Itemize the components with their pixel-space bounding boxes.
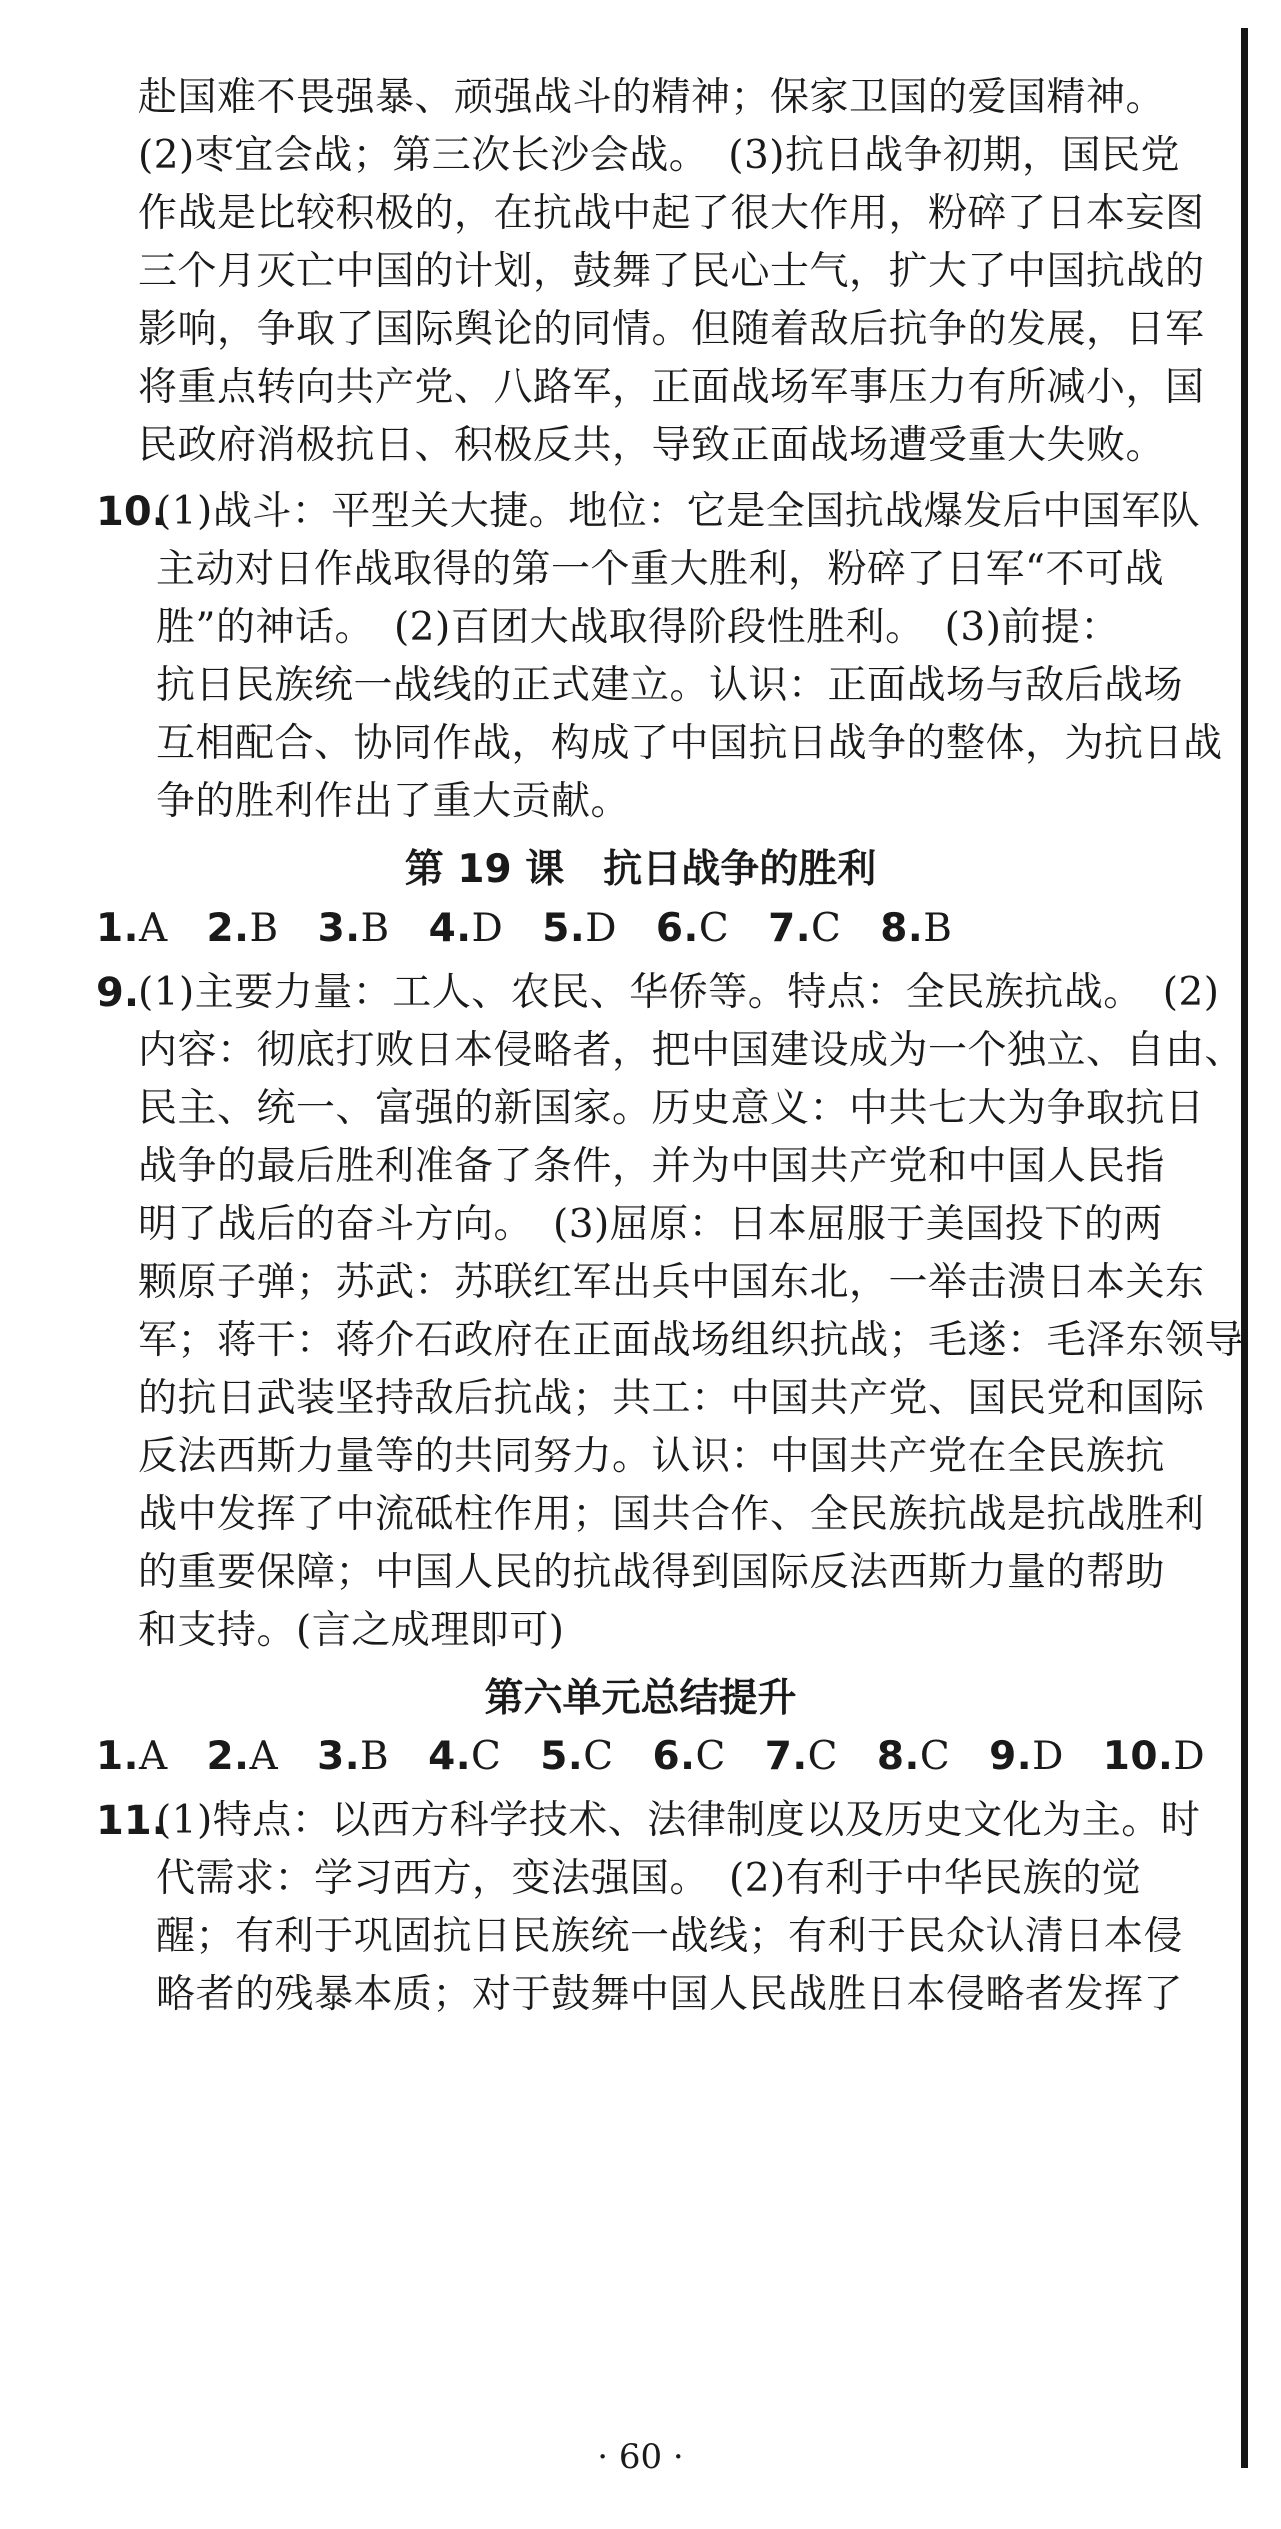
text-line: (1)战斗：平型关大捷。地位：它是全国抗战爆发后中国军队 — [156, 489, 1201, 534]
text-line: 民政府消极抗日、积极反共，导致正面战场遭受重大失败。 — [138, 423, 1166, 468]
text-line: 醒；有利于巩固抗日民族统一战线；有利于民众认清日本侵 — [156, 1914, 1184, 1959]
answer-choice: C — [811, 906, 842, 951]
text-line: 军；蒋干：蒋介石政府在正面战场组织抗战；毛遂：毛泽东领导 — [138, 1318, 1245, 1363]
answer-choice: A — [249, 1734, 279, 1779]
answer-number: 3. — [317, 906, 361, 951]
answer-number: 3. — [317, 1734, 361, 1779]
text-line: 将重点转向共产党、八路军，正面战场军事压力有所减小，国 — [138, 365, 1205, 410]
text-line: 主动对日作战取得的第一个重大胜利，粉碎了日军“不可战 — [156, 547, 1164, 592]
answer-choice: C — [471, 1734, 502, 1779]
text-line: 作战是比较积极的，在抗战中起了很大作用，粉碎了日本妄图 — [138, 191, 1205, 236]
answer-choice: C — [698, 906, 730, 951]
text-line: 影响，争取了国际舆论的同情。但随着敌后抗争的发展，日军 — [138, 307, 1205, 352]
text-line: (1)主要力量：工人、农民、华侨等。特点：全民族抗战。 (2) — [138, 970, 1220, 1015]
answer-number: 10. — [1102, 1734, 1174, 1779]
text-line: 战中发挥了中流砥柱作用；国共合作、全民族抗战是抗战胜利 — [138, 1492, 1205, 1537]
answer-number: 4. — [428, 906, 472, 951]
answer-choice: B — [360, 906, 390, 951]
answer-number: 5. — [540, 1734, 584, 1779]
text-line: 胜”的神话。 (2)百团大战取得阶段性胜利。 (3)前提： — [156, 605, 1120, 650]
question-number: 10. — [96, 489, 167, 535]
right-margin-rule — [1241, 28, 1248, 2468]
text-line: 的重要保障；中国人民的抗战得到国际反法西斯力量的帮助 — [138, 1550, 1166, 1595]
answer-number: 6. — [652, 1734, 696, 1779]
answer-number: 1. — [96, 1734, 139, 1779]
text-line: 战争的最后胜利准备了条件，并为中国共产党和中国人民指 — [138, 1144, 1166, 1189]
text-line: 的抗日武装坚持敌后抗战；共工：中国共产党、国民党和国际 — [138, 1376, 1205, 1421]
answer-choice: D — [585, 906, 617, 951]
answer-number: 4. — [428, 1734, 472, 1779]
text-line: 略者的残暴本质；对于鼓舞中国人民战胜日本侵略者发挥了 — [156, 1972, 1184, 2017]
text-line: 抗日民族统一战线的正式建立。认识：正面战场与敌后战场 — [156, 663, 1184, 708]
answer-number: 8. — [876, 1734, 920, 1779]
answer-number: 9. — [989, 1734, 1033, 1779]
text-line: 代需求：学习西方，变法强国。 (2)有利于中华民族的觉 — [156, 1856, 1142, 1901]
text-line: 互相配合、协同作战，构成了中国抗日战争的整体，为抗日战 — [156, 721, 1223, 766]
text-line: 民主、统一、富强的新国家。历史意义：中共七大为争取抗日 — [138, 1086, 1205, 1131]
answer-choice: C — [807, 1734, 838, 1779]
text-line: 赴国难不畏强暴、顽强战斗的精神；保家卫国的爱国精神。 — [138, 75, 1166, 120]
answer-number: 1. — [96, 906, 139, 951]
answer-choice: A — [138, 1734, 168, 1779]
answer-number: 2. — [206, 1734, 250, 1779]
answer-choice: B — [360, 1734, 390, 1779]
answer-choice: C — [583, 1734, 614, 1779]
answer-number: 2. — [206, 906, 250, 951]
question-number: 11. — [96, 1798, 167, 1844]
answer-choice: D — [471, 906, 504, 951]
answer-row-lesson-19 — [96, 900, 952, 958]
text-line: 争的胜利作出了重大贡献。 — [156, 779, 631, 824]
question-number: 9. — [96, 970, 140, 1016]
answer-number: 5. — [542, 906, 586, 951]
answer-number: 7. — [768, 906, 812, 951]
answer-choice: A — [138, 906, 168, 951]
text-line: 三个月灭亡中国的计划，鼓舞了民心士气，扩大了中国抗战的 — [138, 249, 1205, 294]
text-line: 明了战后的奋斗方向。 (3)屈原：日本屈服于美国投下的两 — [138, 1202, 1163, 1247]
section-heading-unit-6: 第六单元总结提升 — [484, 1676, 797, 1721]
answer-row-unit-6 — [96, 1728, 1205, 1786]
answer-choice: B — [249, 906, 279, 951]
answer-number: 8. — [880, 906, 924, 951]
text-line: 反法西斯力量等的共同努力。认识：中国共产党在全民族抗 — [138, 1434, 1166, 1479]
section-heading-lesson-19: 第 19 课 抗日战争的胜利 — [404, 847, 877, 892]
text-line: (2)枣宜会战；第三次长沙会战。 (3)抗日战争初期，国民党 — [138, 133, 1180, 178]
text-line: 内容：彻底打败日本侵略者，把中国建设成为一个独立、自由、 — [138, 1028, 1245, 1073]
answer-choice: C — [919, 1734, 951, 1779]
answer-choice: C — [695, 1734, 726, 1779]
answer-number: 6. — [655, 906, 699, 951]
answer-choice: D — [1032, 1734, 1064, 1779]
text-line: 和支持。(言之成理即可) — [138, 1608, 565, 1653]
answer-choice: B — [923, 906, 953, 951]
text-line: 颗原子弹；苏武：苏联红军出兵中国东北，一举击溃日本关东 — [138, 1260, 1205, 1305]
page-number: · 60 · — [597, 2437, 684, 2477]
answer-choice: D — [1173, 1734, 1206, 1779]
answer-number: 7. — [764, 1734, 808, 1779]
text-line: (1)特点：以西方科学技术、法律制度以及历史文化为主。时 — [156, 1798, 1201, 1843]
